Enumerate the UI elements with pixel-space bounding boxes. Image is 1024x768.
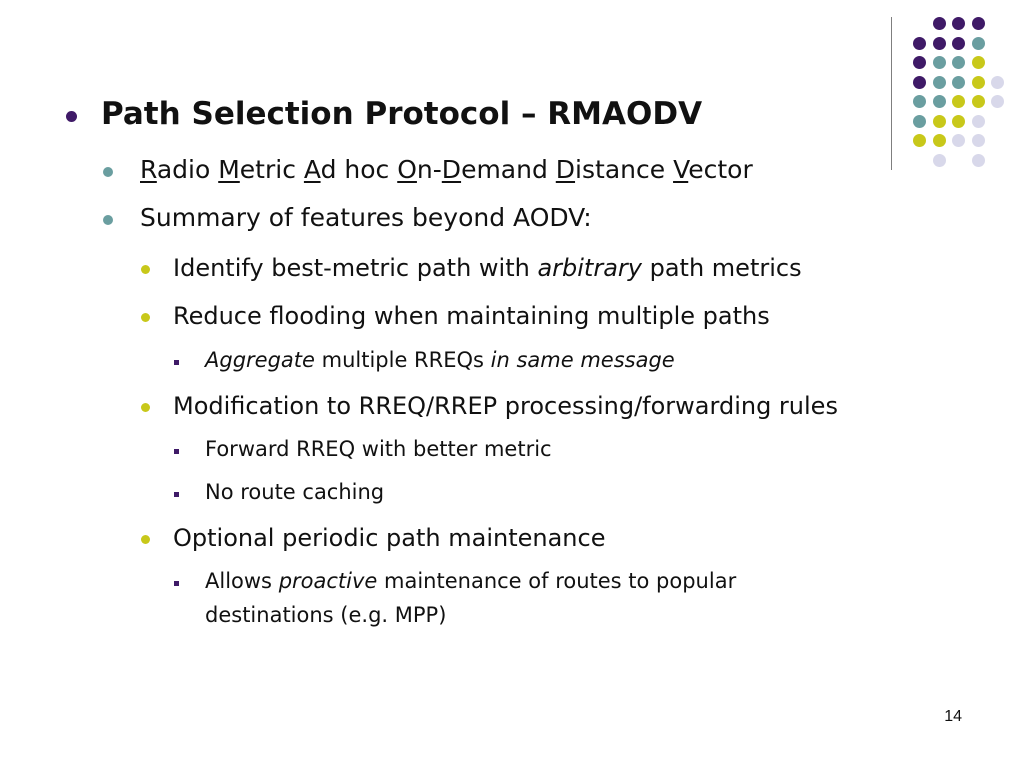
feature-2-bullet (141, 313, 150, 322)
decorative-dot (952, 95, 965, 108)
acronym-letter-d2: D (555, 155, 576, 184)
decorative-dot (952, 17, 965, 30)
decorative-dot (913, 76, 926, 89)
slide-title: Path Selection Protocol – RMAODV (101, 96, 703, 132)
decorative-dot (933, 56, 946, 69)
summary-heading: Summary of features beyond AODV: (140, 203, 592, 232)
decorative-dot (933, 115, 946, 128)
decorative-dot (972, 115, 985, 128)
feature-2-sub-emphasis-2: in same message (490, 348, 675, 372)
acronym-letter-m: M (218, 155, 240, 184)
decorative-dot (972, 56, 985, 69)
decorative-dot (972, 154, 985, 167)
decorative-dot (952, 56, 965, 69)
acronym-letter-d: D (441, 155, 462, 184)
feature-4-sub-line-2: destinations (e.g. MPP) (205, 603, 447, 627)
acronym-word-part: d hoc (320, 155, 398, 184)
feature-4-sub-text: Allows (205, 569, 279, 593)
decorative-dot (952, 76, 965, 89)
acronym-bullet (103, 167, 113, 177)
decorative-dot (933, 134, 946, 147)
decorative-dot (933, 37, 946, 50)
acronym-word-part: n- (416, 155, 442, 184)
decorative-dot (913, 115, 926, 128)
decorative-dot (913, 37, 926, 50)
acronym-letter-v: V (673, 155, 689, 184)
decorative-dot (913, 56, 926, 69)
feature-3-sub-1: Forward RREQ with better metric (205, 437, 552, 461)
decorative-dot-grid (0, 0, 1024, 180)
feature-4-sub (205, 569, 736, 593)
decorative-dot (972, 134, 985, 147)
decorative-dot (972, 17, 985, 30)
acronym-letter-r: R (140, 155, 157, 184)
acronym-letter-o: O (397, 155, 417, 184)
feature-2-sub-emphasis-1: Aggregate (205, 348, 315, 372)
feature-4-sub-bullet (174, 581, 179, 586)
decorative-dot (972, 76, 985, 89)
decorative-dot (933, 17, 946, 30)
feature-2-sub-bullet (174, 360, 179, 365)
decorative-dot (933, 154, 946, 167)
acronym-word-part: emand (461, 155, 556, 184)
decorative-dot (972, 37, 985, 50)
divider-line (891, 17, 892, 170)
feature-1-emphasis: arbitrary (537, 254, 642, 282)
feature-2: Reduce flooding when maintaining multiple paths (173, 302, 770, 330)
decorative-dot (952, 134, 965, 147)
feature-4-sub-emphasis: proactive (278, 569, 378, 593)
feature-3: Modification to RREQ/RREP processing/forwarding rules (173, 392, 838, 420)
feature-3-sub-2-bullet (174, 492, 179, 497)
decorative-dot (952, 115, 965, 128)
acronym-word-part: etric (239, 155, 304, 184)
page-number: 14 (944, 708, 962, 725)
acronym-word-part: adio (156, 155, 219, 184)
decorative-dot (913, 134, 926, 147)
title-bullet (66, 111, 77, 122)
acronym-word-part: ector (688, 155, 753, 184)
decorative-dot (991, 95, 1004, 108)
feature-3-bullet (141, 403, 150, 412)
feature-4: Optional periodic path maintenance (173, 524, 606, 552)
feature-3-sub-2: No route caching (205, 480, 385, 504)
decorative-dot (933, 95, 946, 108)
acronym-letter-a: A (303, 155, 321, 184)
feature-1-text-end: path metrics (641, 254, 802, 282)
decorative-dot (933, 76, 946, 89)
feature-1-bullet (141, 265, 150, 274)
decorative-dot (991, 76, 1004, 89)
decorative-dot (913, 95, 926, 108)
feature-1-text: Identify best-metric path with (173, 254, 538, 282)
feature-1 (173, 254, 802, 282)
decorative-dot (972, 95, 985, 108)
decorative-dot (952, 37, 965, 50)
summary-bullet (103, 215, 113, 225)
acronym-expansion (140, 155, 753, 184)
feature-2-sub-text: multiple RREQs (314, 348, 491, 372)
acronym-word-part: istance (575, 155, 674, 184)
feature-4-sub-text-end: maintenance of routes to popular (377, 569, 737, 593)
feature-3-sub-1-bullet (174, 449, 179, 454)
feature-4-bullet (141, 535, 150, 544)
feature-2-sub (205, 348, 675, 372)
